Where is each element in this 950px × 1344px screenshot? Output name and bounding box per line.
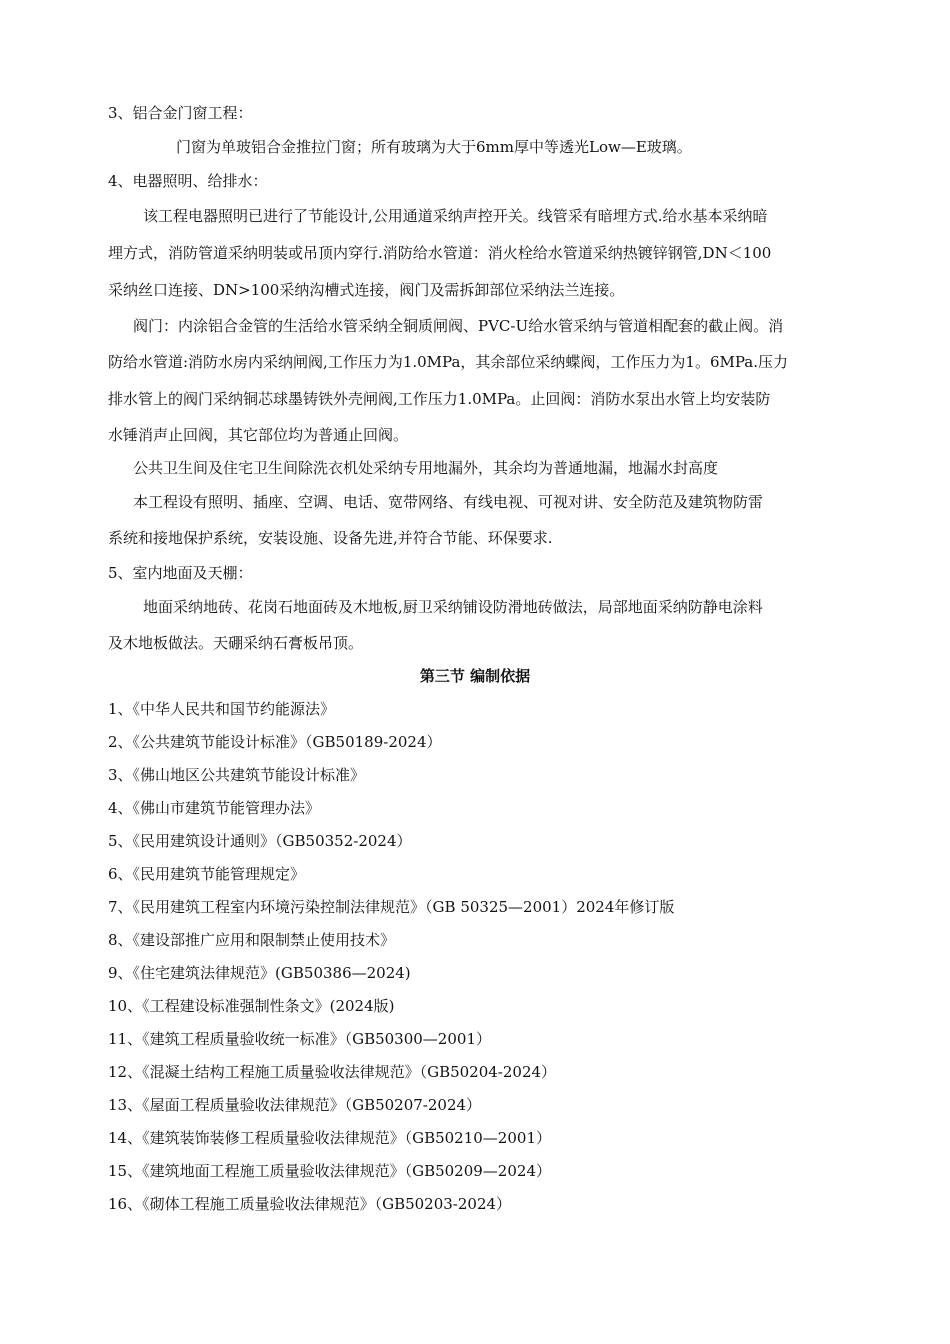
section-4-paragraph-2-line-1: 阀门：内涂铝合金管的生活给水管采纳全铜质闸阀、PVC-U给水管采纳与管道相配套的截止阀。消 — [133, 317, 784, 335]
section-4-paragraph-2-line-3: 排水管上的阀门采纳铜芯球墨铸铁外壳闸阀,工作压力1.0MPa。止回阀：消防水泵出水管上均安装防 — [108, 390, 771, 408]
list-item: 14、《建筑装饰装修工程质量验收法律规范》（GB50210—2001） — [108, 1129, 551, 1147]
section-3-body: 门窗为单玻铝合金推拉门窗；所有玻璃为大于6mm厚中等透光Low—E玻璃。 — [176, 138, 692, 156]
list-item: 4、《佛山市建筑节能管理办法》 — [108, 799, 321, 817]
list-item: 6、《民用建筑节能管理规定》 — [108, 865, 306, 883]
section-4-paragraph-4-line-2: 系统和接地保护系统，安装设施、设备先进,并符合节能、环保要求. — [108, 529, 553, 547]
section-4-paragraph-1-line-2: 埋方式，消防管道采纳明装或吊顶内穿行.消防给水管道：消火栓给水管道采纳热镀锌钢管,DN＜100 — [108, 244, 772, 262]
list-item: 15、《建筑地面工程施工质量验收法律规范》（GB50209—2024） — [108, 1162, 551, 1180]
list-item: 9、《住宅建筑法律规范》(GB50386—2024) — [108, 964, 411, 982]
list-item: 8、《建设部推广应用和限制禁止使用技术》 — [108, 931, 396, 949]
list-item: 1、《中华人民共和国节约能源法》 — [108, 700, 336, 718]
section-5-line-2: 及木地板做法。天硼采纳石膏板吊顶。 — [108, 634, 364, 652]
list-item: 7、《民用建筑工程室内环境污染控制法律规范》（GB 50325—2001）2024年修订版 — [108, 898, 675, 916]
section-5-title: 5、室内地面及天棚： — [108, 564, 253, 582]
section-4-paragraph-1-line-1: 该工程电器照明已进行了节能设计,公用通道采纳声控开关。线管采有暗埋方式.给水基本采纳暗 — [143, 207, 768, 225]
section-5-line-1: 地面采纳地砖、花岗石地面砖及木地板,厨卫采纳铺设防滑地砖做法，局部地面采纳防静电涂料 — [143, 598, 763, 616]
list-item: 10、《工程建设标准强制性条文》(2024版) — [108, 997, 395, 1015]
section-heading: 第三节 编制依据 — [419, 667, 531, 685]
list-item: 3、《佛山地区公共建筑节能设计标准》 — [108, 766, 366, 784]
list-item: 5、《民用建筑设计通则》（GB50352-2024） — [108, 832, 412, 850]
section-4-title: 4、电器照明、给排水： — [108, 172, 268, 190]
list-item: 13、《屋面工程质量验收法律规范》（GB50207-2024） — [108, 1096, 482, 1114]
section-4-paragraph-2-line-4: 水锤消声止回阀，其它部位均为普通止回阀。 — [108, 426, 409, 444]
section-4-paragraph-4-line-1: 本工程设有照明、插座、空调、电话、宽带网络、有线电视、可视对讲、安全防范及建筑物防雷 — [133, 493, 764, 511]
list-item: 16、《砌体工程施工质量验收法律规范》（GB50203-2024） — [108, 1195, 512, 1213]
list-item: 11、《建筑工程质量验收统一标准》（GB50300—2001） — [108, 1030, 491, 1048]
list-item: 2、《公共建筑节能设计标准》（GB50189-2024） — [108, 733, 442, 751]
list-item: 12、《混凝土结构工程施工质量验收法律规范》（GB50204-2024） — [108, 1063, 557, 1081]
section-3-title: 3、铝合金门窗工程： — [108, 104, 253, 122]
section-4-paragraph-1-line-3: 采纳丝口连接、DN>100采纳沟槽式连接，阀门及需拆卸部位采纳法兰连接。 — [108, 281, 625, 299]
section-4-paragraph-2-line-2: 防给水管道:消防水房内采纳闸阀,工作压力为1.0MPa，其余部位采纳蝶阀，工作压力为1。6MPa.压力 — [108, 353, 788, 371]
section-4-paragraph-3: 公共卫生间及住宅卫生间除洗衣机处采纳专用地漏外，其余均为普通地漏，地漏水封高度 — [133, 459, 719, 477]
